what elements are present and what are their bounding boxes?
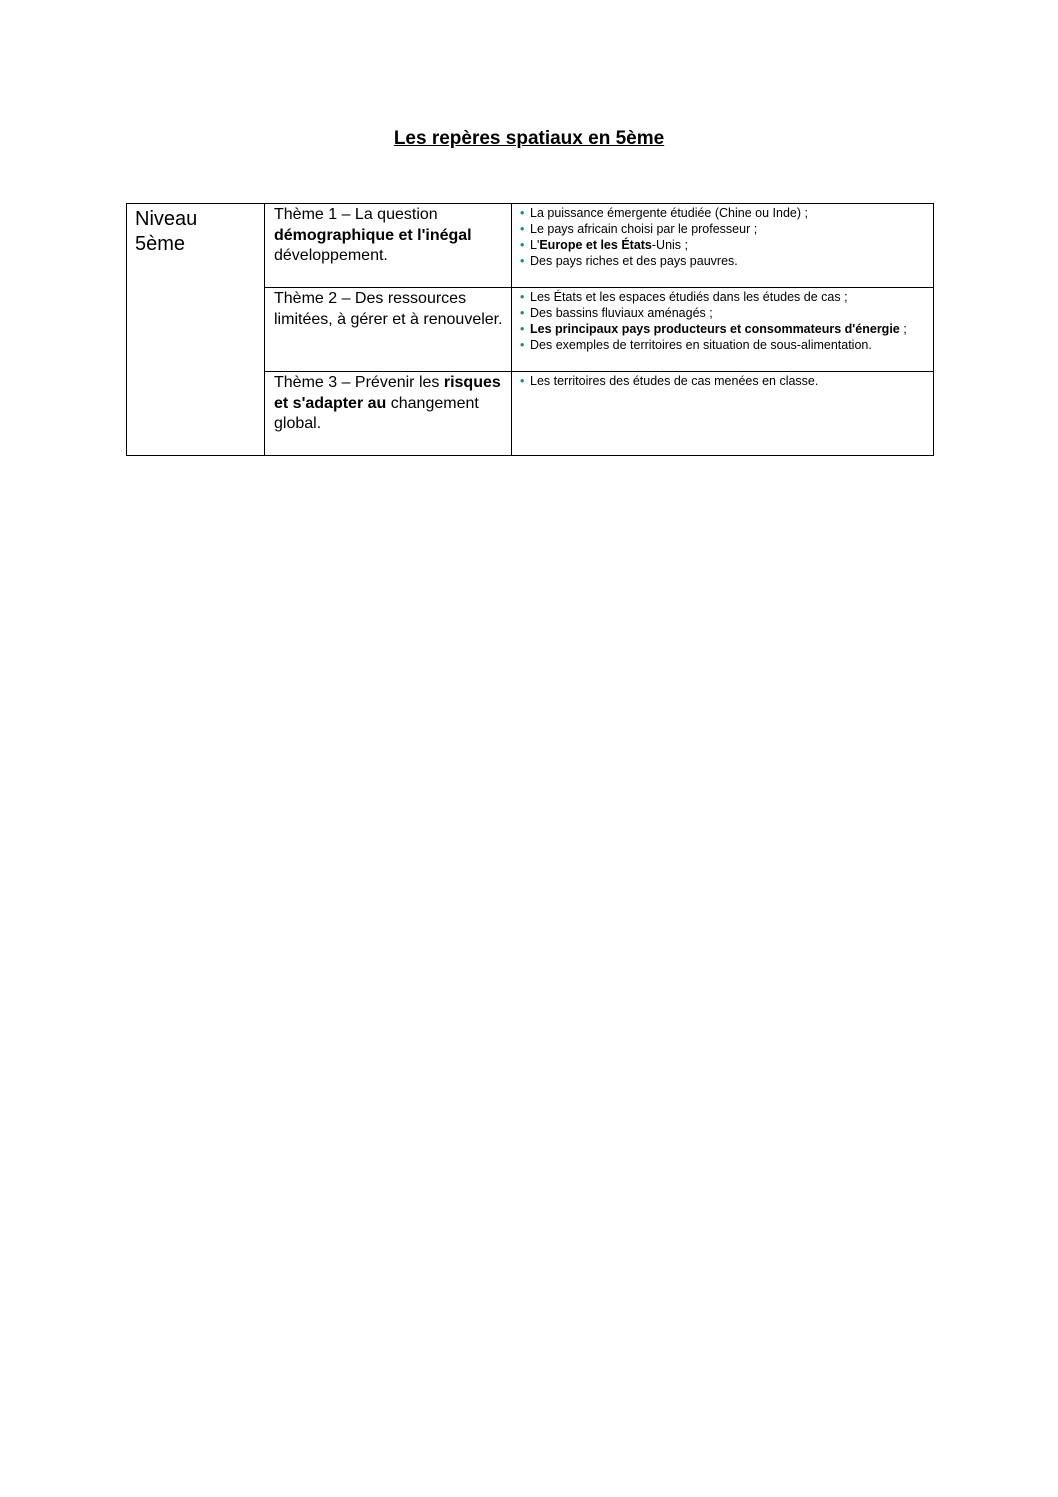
- level-label: Niveau: [135, 208, 198, 230]
- reperes-table: [126, 203, 934, 456]
- list-item: • Des exemples de territoires en situation de sous-alimentation.: [520, 337, 929, 353]
- theme-text: changement global.: [274, 394, 479, 432]
- table-row: [127, 204, 934, 288]
- page-title: Les repères spatiaux en 5ème: [393, 128, 665, 149]
- theme-cell-3: [265, 372, 512, 456]
- list-item: • Des pays riches et des pays pauvres.: [520, 253, 929, 269]
- theme-text-bold: démographique et l'inégal: [274, 226, 472, 244]
- reperes-cell-3: [512, 372, 934, 456]
- reperes-list: [512, 372, 933, 389]
- reperes-cell-2: [512, 288, 934, 372]
- list-item: • Les principaux pays producteurs et consommateurs d'énergie ;: [520, 321, 929, 337]
- theme-text: Thème 1 – La question: [274, 206, 438, 223]
- list-item: • Les États et les espaces étudiés dans les études de cas ;: [520, 289, 929, 305]
- level-value: 5ème: [135, 233, 186, 255]
- reperes-list: [512, 204, 933, 269]
- theme-text: développement.: [274, 247, 388, 264]
- level-cell: [127, 204, 265, 456]
- list-item: • Le pays africain choisi par le professeur ;: [520, 221, 929, 237]
- reperes-cell-1: [512, 204, 934, 288]
- theme-cell-1: [265, 204, 512, 288]
- theme-text: Thème 3 – Prévenir les: [274, 374, 444, 391]
- reperes-list: [512, 288, 933, 353]
- list-item: • La puissance émergente étudiée (Chine ou Inde) ;: [520, 205, 929, 221]
- theme-cell-2: [265, 288, 512, 372]
- list-item: • L'Europe et les États-Unis ;: [520, 237, 929, 253]
- list-item: • Des bassins fluviaux aménagés ;: [520, 305, 929, 321]
- theme-text-bold: risques et s'adapter au: [274, 374, 501, 412]
- list-item: • Les territoires des études de cas menées en classe.: [520, 373, 929, 389]
- theme-text: Thème 2 – Des ressources limitées, à gérer et à renouveler.: [274, 290, 503, 328]
